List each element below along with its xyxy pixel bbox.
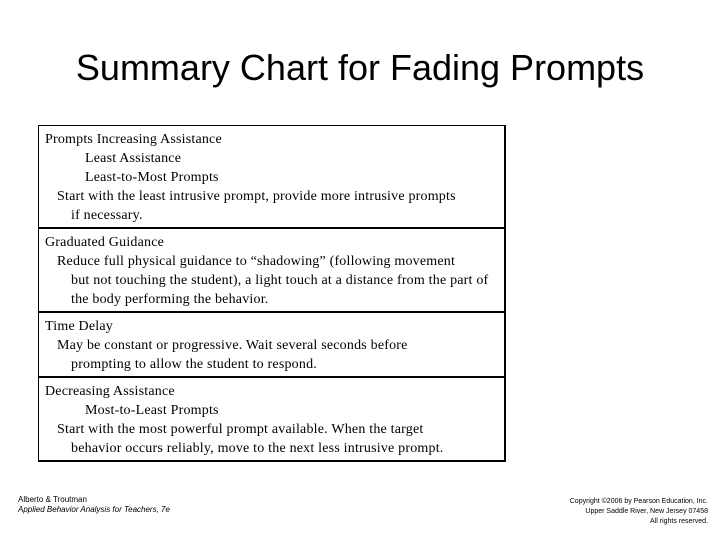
section-subitem: Most-to-Least Prompts [85,403,219,418]
copyright-line: Upper Saddle River, New Jersey 07458 [585,508,708,515]
description-first-line: Start with the most powerful prompt available. When the target [57,422,424,437]
footer-author: Alberto & Troutman [18,495,87,504]
section-heading: Prompts Increasing Assistance [45,132,222,147]
section-description [45,252,498,309]
description-first-line: May be constant or progressive. Wait several seconds before [57,338,408,353]
section-heading: Decreasing Assistance [45,384,175,399]
page-title: Summary Chart for Fading Prompts [75,47,645,88]
section-description [45,187,498,225]
section-decreasing-assistance [39,376,504,460]
description-continuation: but not touching the student), a light touch at a distance from the part of the body performing the behavior. [71,273,489,307]
description-first-line: Start with the least intrusive prompt, provide more intrusive prompts [57,189,456,204]
summary-chart [38,125,506,462]
copyright-line: Copyright ©2006 by Pearson Education, Inc. [569,498,708,505]
description-first-line: Reduce full physical guidance to “shadowing” (following movement [57,254,456,269]
copyright-line: All rights reserved. [650,518,708,525]
footer-attribution [18,495,170,515]
section-heading: Time Delay [45,319,113,334]
section-heading: Graduated Guidance [45,235,165,250]
section-subitem: Least-to-Most Prompts [85,170,219,185]
description-continuation: prompting to allow the student to respond. [71,357,317,372]
section-prompts-increasing-assistance [39,126,504,227]
section-time-delay [39,311,504,376]
section-description [45,420,498,458]
footer-copyright [508,497,708,527]
description-continuation: if necessary. [71,208,143,223]
footer-book-title: Applied Behavior Analysis for Teachers, 7e [18,505,170,514]
description-continuation: behavior occurs reliably, move to the next less intrusive prompt. [71,441,444,456]
section-subitem: Least Assistance [85,151,182,166]
section-graduated-guidance [39,227,504,311]
section-description [45,336,498,374]
